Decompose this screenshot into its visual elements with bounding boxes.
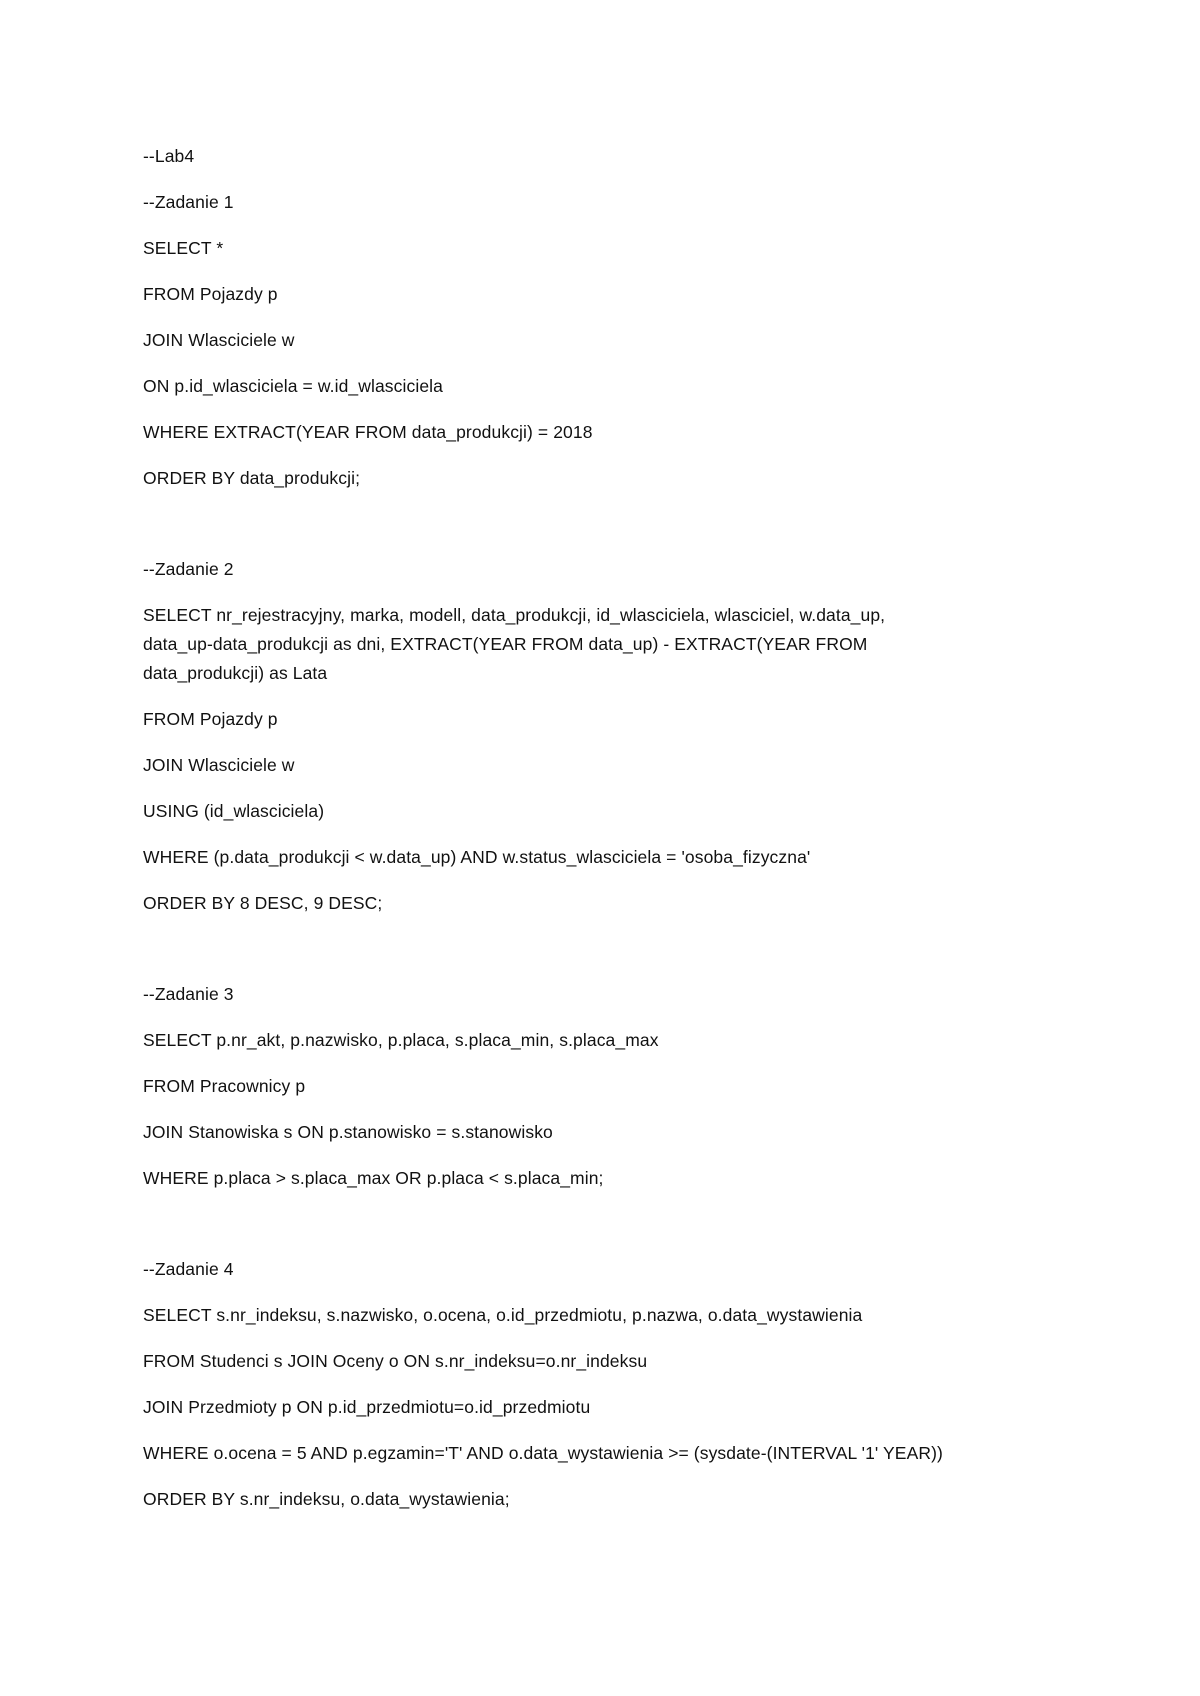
sql-line: ORDER BY s.nr_indeksu, o.data_wystawienia; [143, 1489, 510, 1509]
sql-line: FROM Pracownicy p [143, 1076, 306, 1096]
comment-task-2: --Zadanie 2 [143, 559, 234, 579]
sql-line: WHERE (p.data_produkcji < w.data_up) AND w.status_wlasciciela = 'osoba_fizyczna' [143, 847, 811, 867]
sql-line: JOIN Przedmioty p ON p.id_przedmiotu=o.id_przedmiotu [143, 1397, 591, 1417]
sql-line: WHERE EXTRACT(YEAR FROM data_produkcji) = 2018 [143, 422, 593, 442]
sql-line: WHERE o.ocena = 5 AND p.egzamin='T' AND o.data_wystawienia >= (sysdate-(INTERVAL '1' YEAR)) [143, 1443, 943, 1463]
sql-line: ORDER BY data_produkcji; [143, 468, 361, 488]
sql-line: SELECT s.nr_indeksu, s.nazwisko, o.ocena, o.id_przedmiotu, p.nazwa, o.data_wystawienia [143, 1305, 863, 1325]
sql-line: WHERE p.placa > s.placa_max OR p.placa < s.placa_min; [143, 1168, 604, 1188]
comment-task-3: --Zadanie 3 [143, 984, 234, 1004]
sql-line: FROM Pojazdy p [143, 284, 278, 304]
sql-line: JOIN Stanowiska s ON p.stanowisko = s.stanowisko [143, 1122, 553, 1142]
sql-line: FROM Pojazdy p [143, 709, 278, 729]
comment-task-4: --Zadanie 4 [143, 1259, 234, 1279]
comment-lab: --Lab4 [143, 146, 195, 166]
sql-line: USING (id_wlasciciela) [143, 801, 325, 821]
sql-line: data_produkcji) as Lata [143, 663, 328, 683]
sql-line: data_up-data_produkcji as dni, EXTRACT(YEAR FROM data_up) - EXTRACT(YEAR FROM [143, 634, 868, 654]
sql-line: ORDER BY 8 DESC, 9 DESC; [143, 893, 383, 913]
sql-line: FROM Studenci s JOIN Oceny o ON s.nr_indeksu=o.nr_indeksu [143, 1351, 648, 1371]
sql-line: SELECT * [143, 238, 224, 258]
comment-task-1: --Zadanie 1 [143, 192, 234, 212]
sql-line: JOIN Wlasciciele w [143, 330, 295, 350]
sql-line: ON p.id_wlasciciela = w.id_wlasciciela [143, 376, 443, 396]
sql-line: SELECT nr_rejestracyjny, marka, modell, data_produkcji, id_wlasciciela, wlasciciel, w.data_up, [143, 605, 886, 625]
sql-line: JOIN Wlasciciele w [143, 755, 295, 775]
sql-line: SELECT p.nr_akt, p.nazwisko, p.placa, s.placa_min, s.placa_max [143, 1030, 659, 1050]
